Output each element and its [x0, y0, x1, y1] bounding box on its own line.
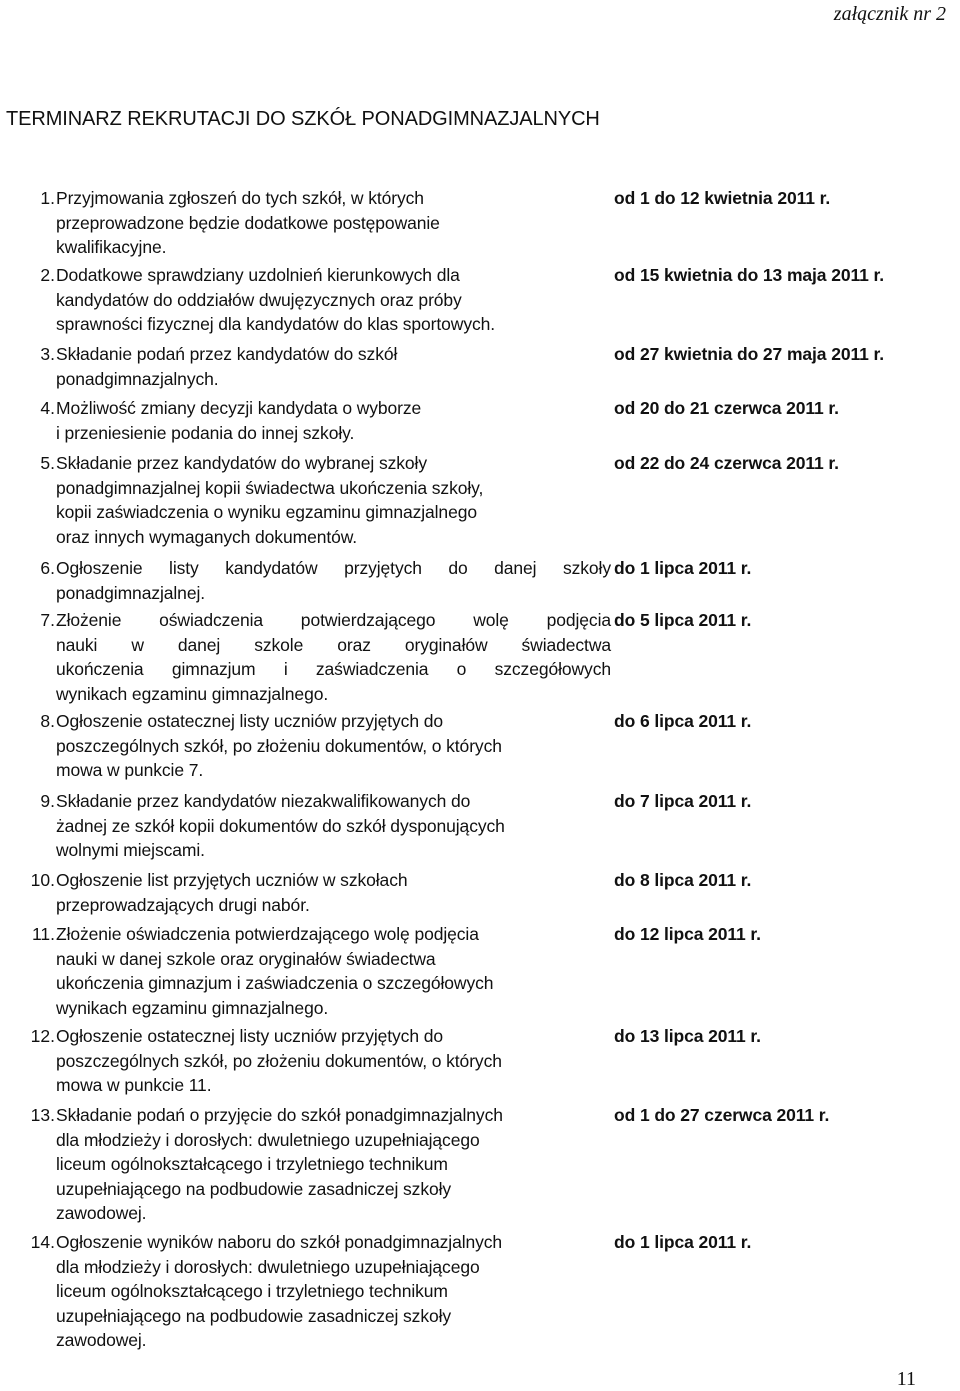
item-description	[56, 1103, 611, 1226]
item-number: 7.	[40, 610, 55, 630]
description-line: ponadgimnazjalnej.	[56, 582, 206, 603]
item-date: od 1 do 12 kwietnia 2011 r.	[614, 188, 831, 208]
description-line: kwalifikacyjne.	[56, 237, 167, 258]
description-line: ponadgimnazjalnej kopii świadectwa ukończenia szkoły,	[56, 477, 484, 498]
description-line: oraz innych wymaganych dokumentów.	[56, 526, 358, 547]
item-date: do 1 lipca 2011 r.	[614, 1232, 752, 1252]
description-line: przeprowadzone będzie dodatkowe postępowanie	[56, 212, 440, 233]
item-date: od 20 do 21 czerwca 2011 r.	[614, 398, 839, 418]
item-number: 8.	[40, 711, 55, 731]
item-date: do 6 lipca 2011 r.	[614, 711, 752, 731]
item-number: 12.	[30, 1026, 55, 1046]
item-date: od 1 do 27 czerwca 2011 r.	[614, 1105, 830, 1125]
description-line: uzupełniającego na podbudowie zasadniczej szkoły	[56, 1305, 452, 1326]
item-description	[56, 1230, 611, 1353]
item-number: 13.	[30, 1105, 55, 1125]
item-date: do 13 lipca 2011 r.	[614, 1026, 761, 1046]
description-line: wolnymi miejscami.	[56, 840, 205, 861]
description-line: Składanie przez kandydatów niezakwalifikowanych do	[56, 791, 471, 811]
description-line: Możliwość zmiany decyzji kandydata o wyborze	[56, 398, 422, 418]
item-date: do 8 lipca 2011 r.	[614, 870, 752, 890]
item-number: 3.	[40, 344, 55, 364]
item-description	[56, 342, 611, 391]
item-date: do 1 lipca 2011 r.	[614, 558, 752, 578]
description-line: Ogłoszenie ostatecznej listy uczniów przyjętych do	[56, 1026, 443, 1046]
item-number: 2.	[40, 265, 55, 285]
description-line: wynikach egzaminu gimnazjalnego.	[56, 683, 329, 704]
item-date: od 15 kwietnia do 13 maja 2011 r.	[614, 265, 885, 285]
item-date: od 27 kwietnia do 27 maja 2011 r.	[614, 344, 885, 364]
description-line: sprawności fizycznej dla kandydatów do klas sportowych.	[56, 314, 496, 335]
description-line: Ogłoszenie ostatecznej listy uczniów przyjętych do	[56, 711, 443, 731]
description-line: i przeniesienie podania do innej szkoły.	[56, 422, 355, 443]
attachment-label: załącznik nr 2	[833, 3, 946, 25]
description-line: Dodatkowe sprawdziany uzdolnień kierunkowych dla	[56, 265, 460, 285]
item-date: do 12 lipca 2011 r.	[614, 924, 761, 944]
description-line: Złożenie oświadczenia potwierdzającego wolę podjęcia	[56, 924, 479, 944]
description-line: mowa w punkcie 7.	[56, 760, 204, 781]
description-line: Złożenie oświadczenia potwierdzającego wolę podjęcia	[56, 610, 611, 630]
description-line: poszczególnych szkół, po złożeniu dokumentów, o których	[56, 1050, 502, 1071]
item-description	[56, 922, 611, 1020]
item-description	[56, 396, 611, 445]
description-line: Składanie przez kandydatów do wybranej szkoły	[56, 453, 427, 473]
description-line: kopii zaświadczenia o wyniku egzaminu gimnazjalnego	[56, 502, 477, 523]
description-line: Składanie podań przez kandydatów do szkół	[56, 344, 398, 364]
item-description	[56, 1024, 611, 1098]
item-number: 6.	[40, 558, 55, 578]
item-date: od 22 do 24 czerwca 2011 r.	[614, 453, 839, 473]
item-description	[56, 186, 611, 260]
item-description	[56, 451, 611, 549]
description-line: przeprowadzających drugi nabór.	[56, 894, 310, 915]
description-line: zawodowej.	[56, 1330, 147, 1351]
item-description	[56, 709, 611, 783]
description-line: uzupełniającego na podbudowie zasadniczej szkoły	[56, 1178, 452, 1199]
description-line: liceum ogólnokształcącego i trzyletniego technikum	[56, 1154, 448, 1175]
description-line: Ogłoszenie listy kandydatów przyjętych do danej szkoły	[56, 558, 611, 578]
description-line: nauki w danej szkole oraz oryginałów świadectwa	[56, 634, 611, 655]
item-description	[56, 263, 611, 337]
item-date: do 7 lipca 2011 r.	[614, 791, 752, 811]
description-line: dla młodzieży i dorosłych: dwuletniego uzupełniającego	[56, 1129, 480, 1150]
item-number: 4.	[40, 398, 55, 418]
description-line: ukończenia gimnazjum i zaświadczenia o szczegółowych	[56, 659, 611, 680]
item-description	[56, 556, 611, 605]
item-description	[56, 789, 611, 863]
description-line: Składanie podań o przyjęcie do szkół ponadgimnazjalnych	[56, 1105, 503, 1125]
item-number: 11.	[31, 924, 55, 944]
description-line: ponadgimnazjalnych.	[56, 368, 219, 389]
item-description	[56, 608, 611, 706]
item-description	[56, 868, 611, 917]
description-line: liceum ogólnokształcącego i trzyletniego technikum	[56, 1281, 448, 1302]
description-line: mowa w punkcie 11.	[56, 1075, 212, 1096]
description-line: żadnej ze szkół kopii dokumentów do szkół dysponujących	[56, 815, 505, 836]
description-line: Ogłoszenie wyników naboru do szkół ponadgimnazjalnych	[56, 1232, 503, 1252]
description-line: ukończenia gimnazjum i zaświadczenia o szczegółowych	[56, 973, 494, 994]
description-line: kandydatów do oddziałów dwujęzycznych oraz próby	[56, 289, 462, 310]
description-line: wynikach egzaminu gimnazjalnego.	[56, 997, 329, 1018]
document-title: TERMINARZ REKRUTACJI DO SZKÓŁ PONADGIMNAZJALNYCH	[6, 108, 600, 130]
description-line: nauki w danej szkole oraz oryginałów świadectwa	[56, 948, 436, 969]
item-number: 14.	[30, 1232, 55, 1252]
description-line: dla młodzieży i dorosłych: dwuletniego uzupełniającego	[56, 1256, 480, 1277]
item-number: 1.	[40, 188, 55, 208]
description-line: Ogłoszenie list przyjętych uczniów w szkołach	[56, 870, 408, 890]
item-number: 9.	[40, 791, 55, 811]
description-line: poszczególnych szkół, po złożeniu dokumentów, o których	[56, 735, 502, 756]
description-line: zawodowej.	[56, 1203, 147, 1224]
description-line: Przyjmowania zgłoszeń do tych szkół, w których	[56, 188, 424, 208]
item-number: 5.	[40, 453, 55, 473]
item-number: 10.	[30, 870, 55, 890]
page-number: 11	[896, 1368, 916, 1390]
item-date: do 5 lipca 2011 r.	[614, 610, 752, 630]
